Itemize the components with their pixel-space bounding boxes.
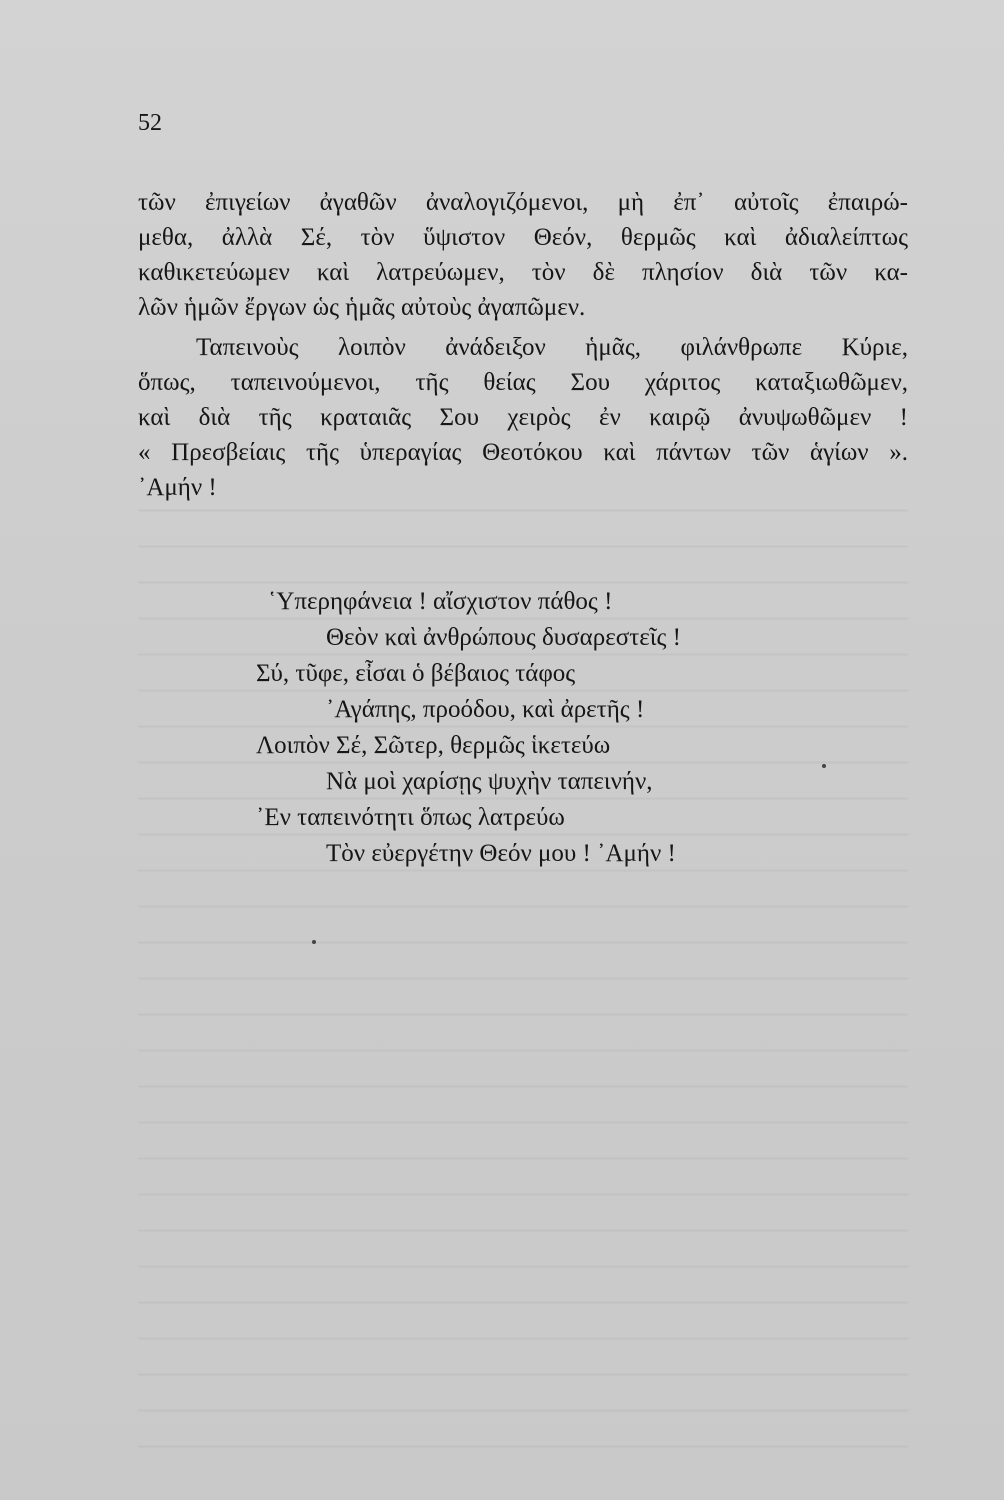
poem-line-4: ᾽Αγάπης, προόδου, καὶ ἀρετῆς !	[326, 696, 645, 723]
paragraph-1-line-4: λῶν ἡμῶν ἔργων ὡς ἡμᾶς αὐτοὺς ἀγαπῶμεν.	[138, 294, 586, 321]
poem-line-2: Θεὸν καὶ ἀνθρώπους δυσαρεστεῖς !	[326, 624, 681, 651]
paragraph-1-line-2: μεθα, ἀλλὰ Σέ, τὸν ὕψιστον Θεόν, θερμῶς καὶ ἀδιαλείπτως	[138, 224, 908, 251]
poem-line-8: Τὸν εὐεργέτην Θεόν μου ! ᾽Αμήν !	[326, 840, 676, 867]
ink-speck	[312, 940, 316, 944]
poem-line-7: ᾽Εν ταπεινότητι ὅπως λατρεύω	[256, 804, 565, 831]
paragraph-2-line-5: ᾽Αμήν !	[138, 474, 217, 501]
poem-line-1: ῾Υπερηφάνεια ! αἴσχιστον πάθος !	[268, 588, 613, 615]
ink-speck	[822, 764, 826, 768]
paragraph-2-line-1: Ταπεινοὺς λοιπὸν ἀνάδειξον ἡμᾶς, φιλάνθρωπε Κύριε,	[196, 334, 908, 361]
paragraph-1-line-3: καθικετεύωμεν καὶ λατρεύωμεν, τὸν δὲ πλησίον διὰ τῶν κα-	[138, 259, 908, 286]
poem-line-3: Σύ, τῦφε, εἶσαι ὁ βέβαιος τάφος	[256, 660, 576, 687]
poem-line-6: Νὰ μοὶ χαρίσῃς ψυχὴν ταπεινήν,	[326, 768, 653, 795]
paragraph-2-line-3: καὶ διὰ τῆς κραταιᾶς Σου χειρὸς ἐν καιρῷ ἀνυψωθῶμεν !	[138, 404, 908, 431]
page-number: 52	[138, 110, 162, 136]
poem	[256, 584, 681, 872]
paragraph-2	[138, 330, 908, 505]
paragraph-2-line-4: « Πρεσβείαις τῆς ὑπεραγίας Θεοτόκου καὶ πάντων τῶν ἁγίων ».	[138, 439, 908, 466]
paragraph-1	[138, 185, 908, 325]
poem-line-5: Λοιπὸν Σέ, Σῶτερ, θερμῶς ἱκετεύω	[256, 732, 611, 759]
paragraph-1-line-1: τῶν ἐπιγείων ἀγαθῶν ἀναλογιζόμενοι, μὴ ἐπ᾽ αὐτοῖς ἐπαιρώ-	[138, 189, 908, 216]
paragraph-2-line-2: ὅπως, ταπεινούμενοι, τῆς θείας Σου χάριτος καταξιωθῶμεν,	[138, 369, 908, 396]
